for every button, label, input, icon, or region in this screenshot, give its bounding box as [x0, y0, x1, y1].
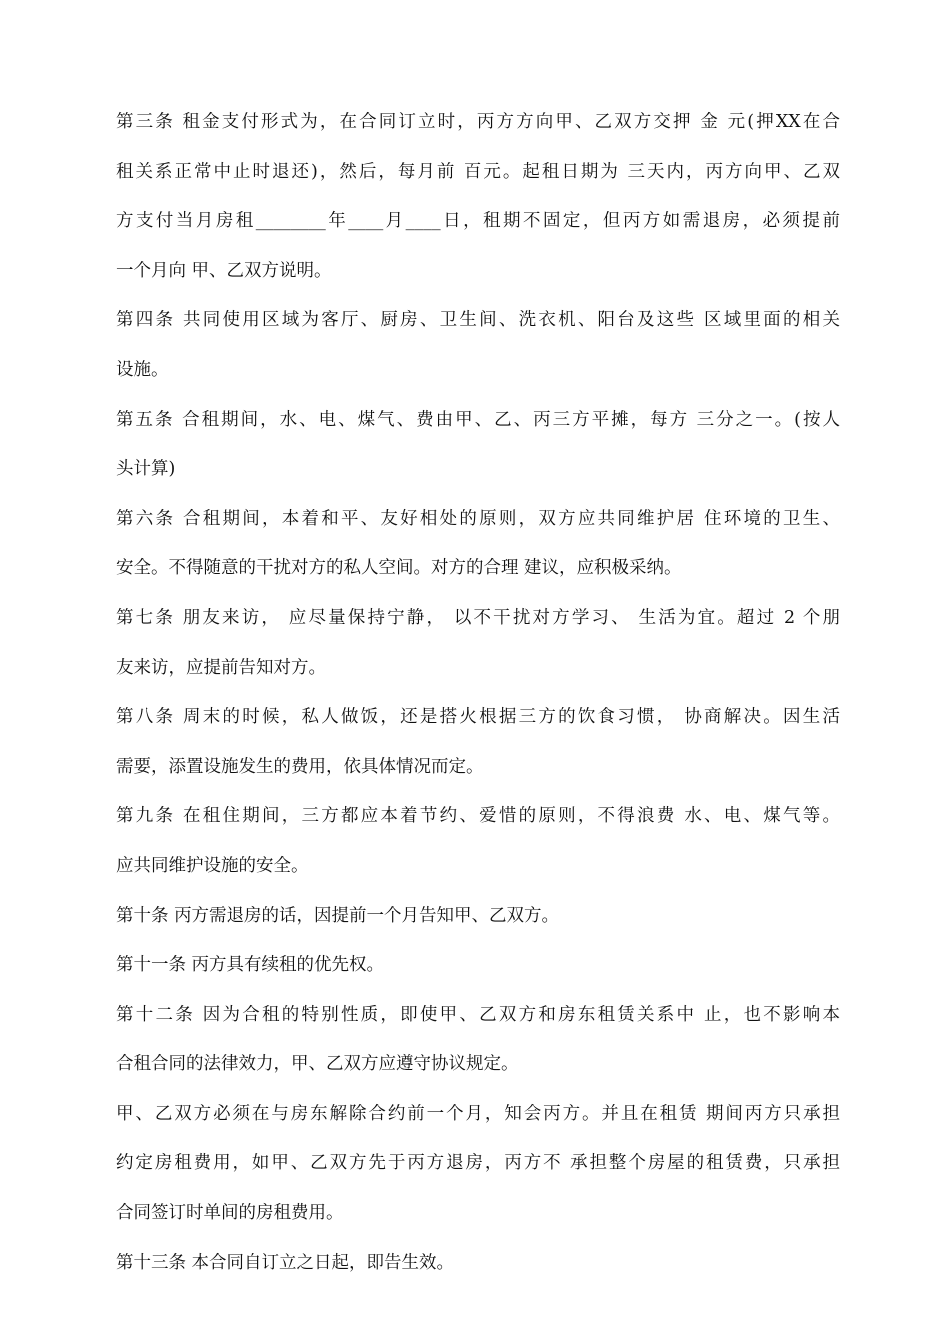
text-line: 第四条 共同使用区域为客厅、厨房、卫生间、洗衣机、阳台及这些 区域里面的相关	[116, 310, 840, 331]
paragraph-clause-13	[116, 1239, 840, 1289]
paragraph-clause-6	[116, 495, 840, 594]
text-line: 需要，添置设施发生的费用，依具体情况而定。	[116, 756, 484, 777]
paragraph-clause-12-cont	[116, 1090, 840, 1239]
text-line: 约定房租费用，如甲、乙双方先于丙方退房，丙方不 承担整个房屋的租赁费，只承担	[116, 1153, 840, 1174]
text-line: 甲、乙双方必须在与房东解除合约前一个月，知会丙方。并且在租赁 期间丙方只承担	[116, 1103, 840, 1124]
text-line: 第八条 周末的时候，私人做饭，还是搭火根据三方的饮食习惯， 协商解决。因生活	[116, 707, 840, 728]
contract-body	[116, 98, 840, 1288]
text-line: 应共同维护设施的安全。	[116, 855, 309, 876]
paragraph-clause-3	[116, 98, 840, 296]
paragraph-clause-10	[116, 892, 840, 942]
text-line: 租关系正常中止时退还)，然后，每月前 百元。起租日期为 三天内，丙方向甲、乙双	[116, 161, 840, 182]
paragraph-clause-9	[116, 792, 840, 891]
text-line: 第十条 丙方需退房的话，因提前一个月告知甲、乙双方。	[116, 905, 560, 926]
paragraph-clause-12	[116, 991, 840, 1090]
text-line: 头计算)	[116, 459, 176, 480]
text-line: 方支付当月房租________年____月____日，租期不固定，但丙方如需退房，必须提前	[116, 211, 840, 232]
text-line: 设施。	[116, 359, 169, 380]
text-line: 合租合同的法律效力，甲、乙双方应遵守协议规定。	[116, 1054, 519, 1075]
text-line: 安全。不得随意的干扰对方的私人空间。对方的合理 建议，应积极采纳。	[116, 558, 682, 579]
text-line: 第五条 合租期间，水、电、煤气、费由甲、乙、丙三方平摊，每方 三分之一。(按人	[116, 409, 840, 430]
paragraph-clause-11	[116, 941, 840, 991]
text-line: 合同签订时单间的房租费用。	[116, 1203, 344, 1224]
text-line: 一个月向 甲、乙双方说明。	[116, 260, 332, 281]
paragraph-clause-5	[116, 396, 840, 495]
text-line: 第七条 朋友来访， 应尽量保持宁静， 以不干扰对方学习、 生活为宜。超过 2 个朋	[116, 607, 840, 628]
text-line: 友来访，应提前告知对方。	[116, 657, 326, 678]
paragraph-clause-8	[116, 693, 840, 792]
text-line: 第十二条 因为合租的特别性质，即使甲、乙双方和房东租赁关系中 止，也不影响本	[116, 1004, 840, 1025]
paragraph-clause-7	[116, 594, 840, 693]
text-line: 第十三条 本合同自订立之日起，即告生效。	[116, 1252, 455, 1273]
text-line: 第六条 合租期间，本着和平、友好相处的原则，双方应共同维护居 住环境的卫生、	[116, 508, 840, 529]
text-line: 第十一条 丙方具有续租的优先权。	[116, 955, 385, 976]
paragraph-clause-4	[116, 296, 840, 395]
text-line: 第三条 租金支付形式为，在合同订立时，丙方方向甲、乙双方交押 金 元(押XX在合	[116, 112, 840, 132]
text-line: 第九条 在租住期间，三方都应本着节约、爱惜的原则，不得浪费 水、电、煤气等。	[116, 806, 840, 827]
